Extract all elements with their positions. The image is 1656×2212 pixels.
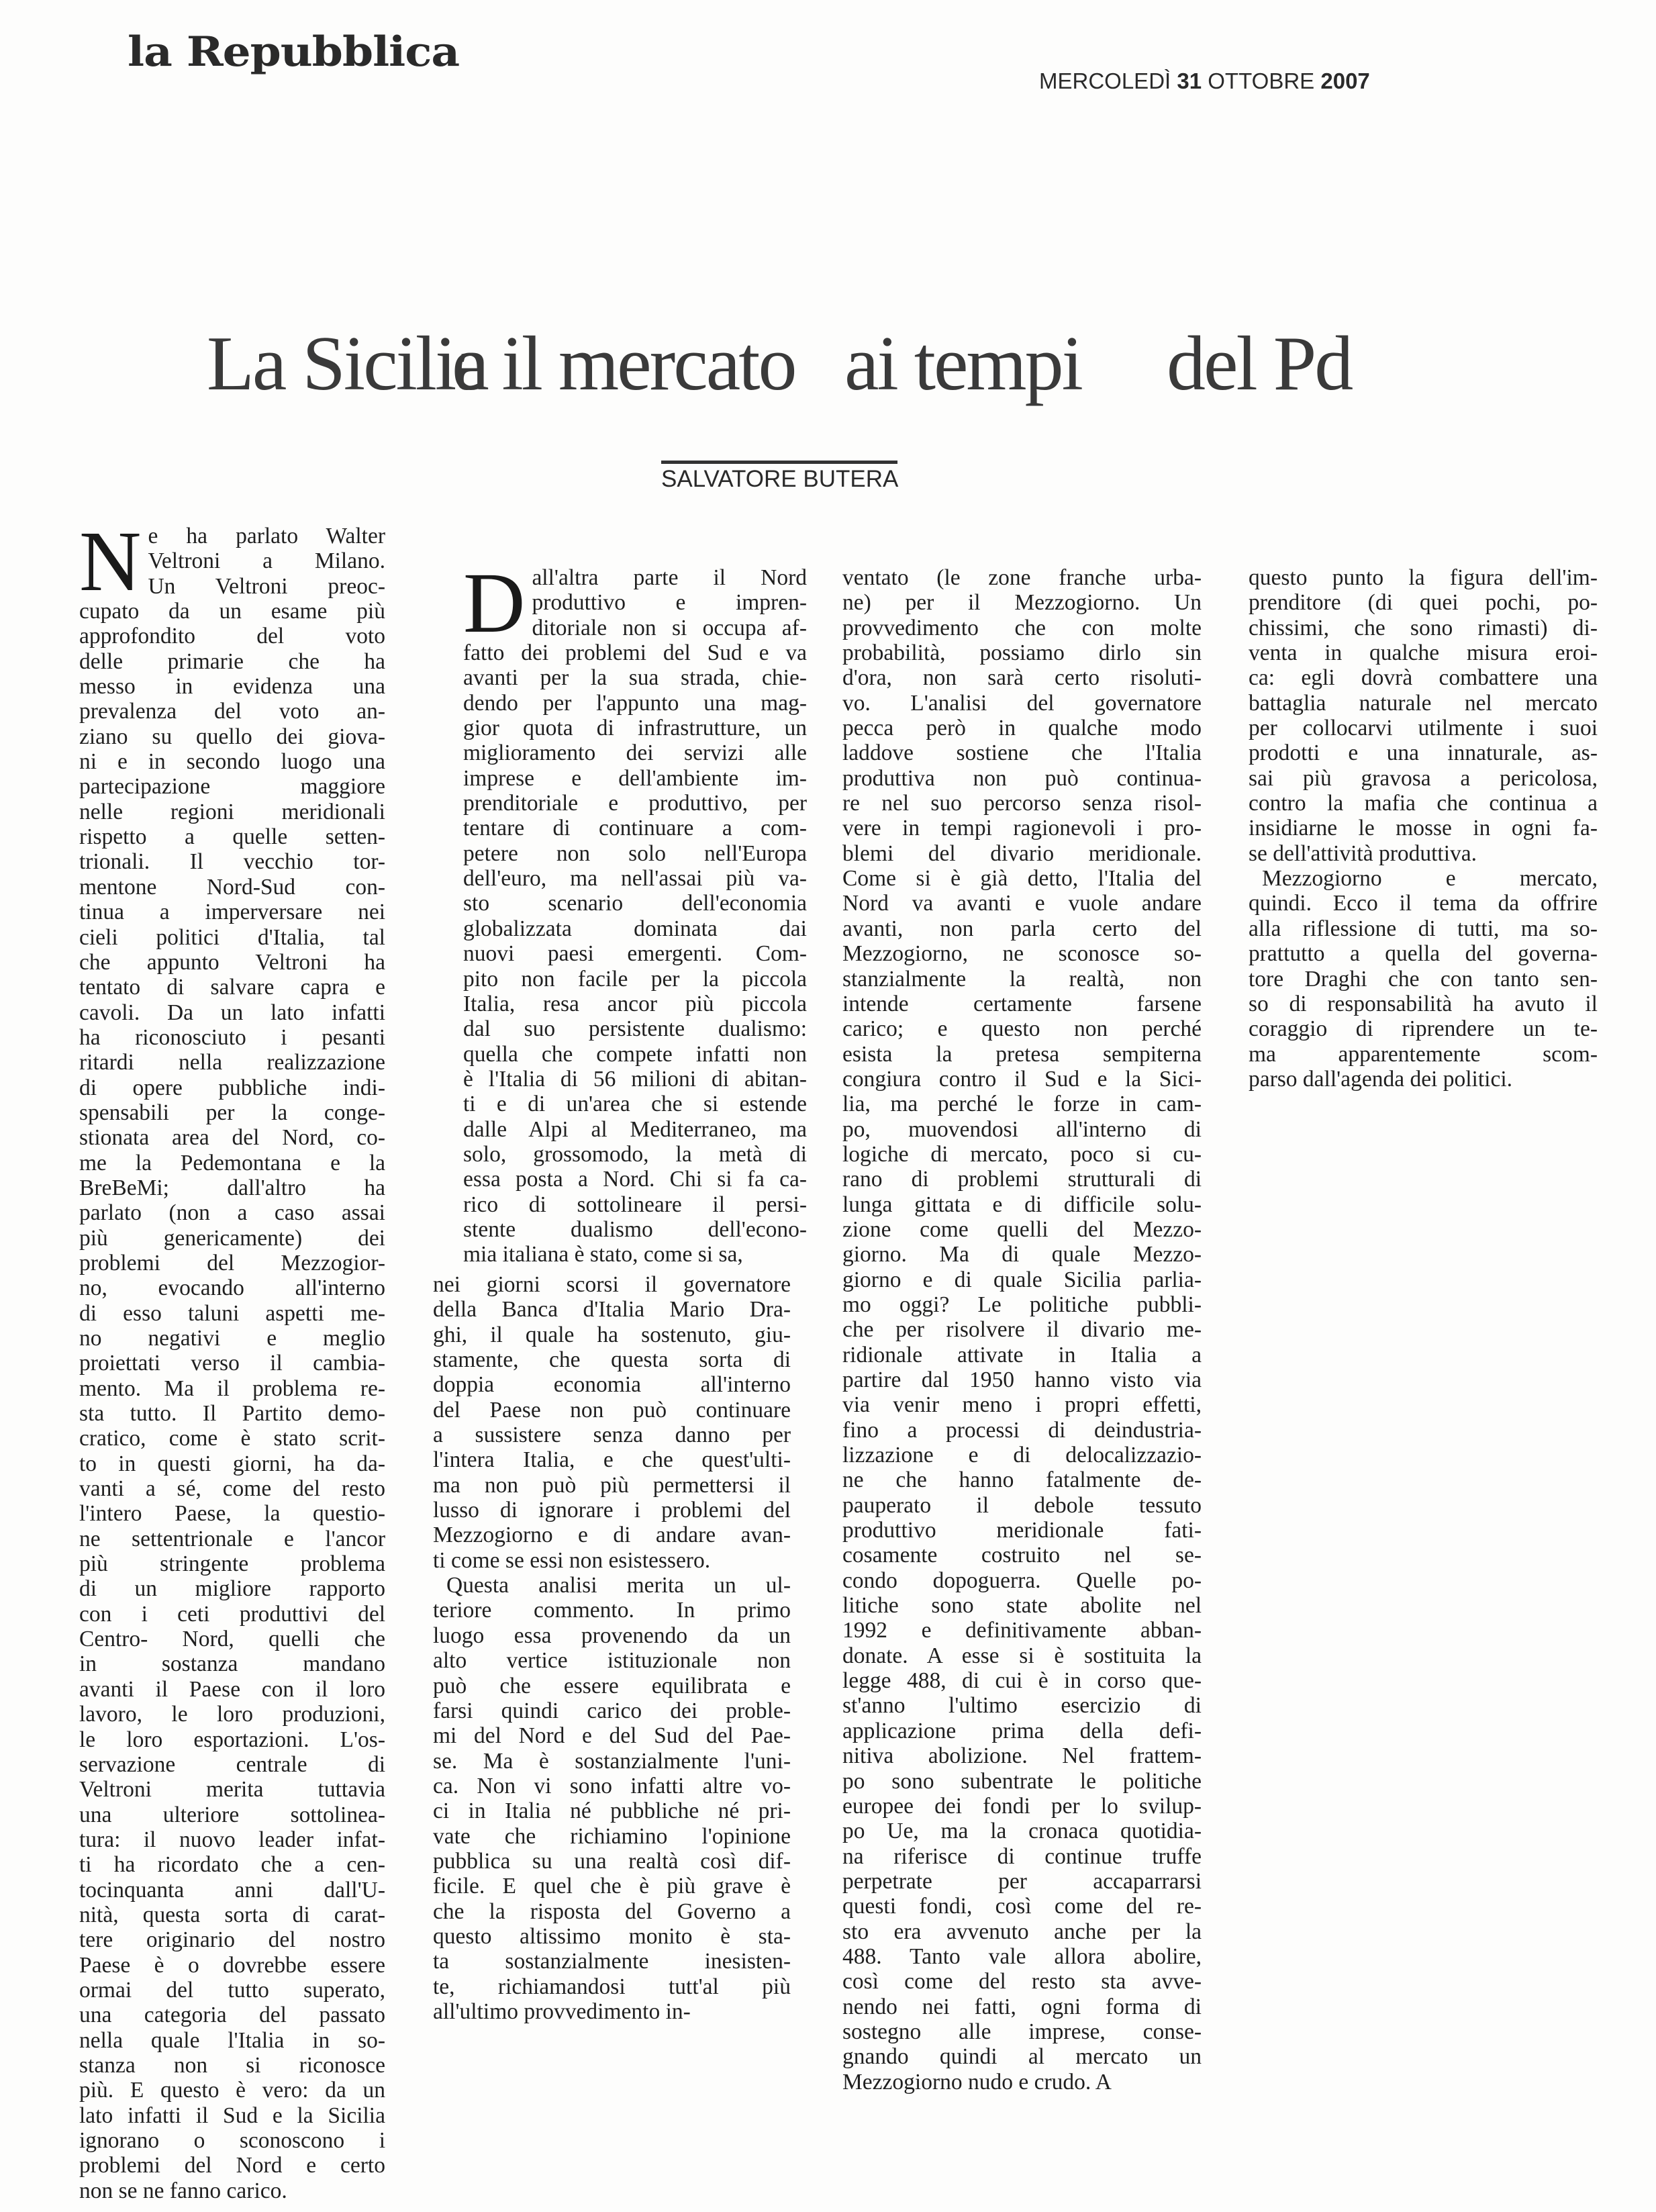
article-line: lavoro, le loro produzioni, (79, 1702, 385, 1727)
article-line: intende certamente farsene (842, 991, 1202, 1016)
article-line: servazione centrale di (79, 1751, 385, 1777)
article-line: mento. Ma il problema re- (79, 1376, 385, 1401)
article-line: stanza non si riconosce (79, 2052, 385, 2078)
article-line: ridionale attivate in Italia a (842, 1342, 1202, 1367)
masthead: la Repubblica (128, 28, 460, 76)
article-line: nuovi paesi emergenti. Com- (463, 941, 807, 967)
article-line: è l'Italia di 56 milioni di abitan- (463, 1066, 807, 1092)
article-line: prenditore (di quei pochi, po- (1249, 590, 1598, 616)
article-line: ficile. E quel che è più grave è (433, 1874, 791, 1899)
article-line: nella quale l'Italia in so- (79, 2027, 385, 2053)
article-line: zione come quelli del Mezzo- (842, 1216, 1202, 1242)
article-line: giorno. Ma di quale Mezzo- (842, 1242, 1202, 1267)
dateline-year: 2007 (1320, 68, 1370, 93)
article-line: tura: il nuovo leader infat- (79, 1827, 385, 1852)
article-line: Mezzogiorno e mercato, (1262, 866, 1598, 892)
article-line: po sono subentrate le politiche (842, 1768, 1202, 1794)
article-line: della Banca d'Italia Mario Dra- (433, 1297, 791, 1323)
article-line: stanzialmente la realtà, non (842, 966, 1202, 992)
article-line: ne settentrionale e l'ancor (79, 1526, 385, 1551)
article-line: sto scenario dell'economia (463, 891, 807, 916)
article-line: più stringente problema (79, 1551, 385, 1577)
dateline-month: OTTOBRE (1208, 68, 1315, 93)
article-line: per collocarvi utilmente i suoi (1249, 716, 1598, 741)
article-line: stente dualismo dell'econo- (463, 1216, 807, 1242)
article-line: 488. Tanto vale allora abolire, (842, 1943, 1202, 1969)
article-line: ditoriale non si occupa af- (532, 615, 807, 640)
article-line: lato infatti il Sud e la Sicilia (79, 2103, 385, 2128)
article-line: sostegno alle imprese, conse- (842, 2019, 1202, 2044)
article-line: proiettati verso il cambia- (79, 1351, 385, 1376)
article-line: doppia economia all'interno (433, 1372, 791, 1398)
article-line: BreBeMi; dall'altro ha (79, 1175, 385, 1200)
article-line: tore Draghi che con tanto sen- (1249, 966, 1598, 992)
article-line: mia italiana è stato, come si sa, (463, 1242, 743, 1267)
article-line: cosamente costruito nel se- (842, 1543, 1202, 1568)
article-line: Un Veltroni preoc- (148, 573, 385, 599)
article-line: delle primarie che ha (79, 648, 385, 674)
article-line: so di responsabilità ha avuto il (1249, 991, 1598, 1016)
article-line: tentare di continuare a com- (463, 816, 807, 841)
article-line: miglioramento dei servizi alle (463, 740, 807, 766)
article-line: partire dal 1950 hanno visto via (842, 1367, 1202, 1392)
article-line: donate. A esse si è sostituita la (842, 1643, 1202, 1668)
article-line: Paese è o dovrebbe essere (79, 1952, 385, 1978)
article-line: ca: egli dovrà combattere una (1249, 665, 1598, 691)
dropcap-n: N (79, 514, 142, 609)
article-line: vanti a sé, come del resto (79, 1476, 385, 1502)
article-line: tinua a imperversare nei (79, 900, 385, 925)
article-line: essa posta a Nord. Chi si fa ca- (463, 1167, 807, 1192)
article-line: coraggio di riprendere un te- (1249, 1016, 1598, 1042)
article-line: farsi quindi carico dei proble- (433, 1698, 791, 1723)
article-line: avanti, non parla certo del (842, 916, 1202, 941)
article-line: può che essere equilibrata e (433, 1673, 791, 1698)
article-line: provvedimento che con molte (842, 615, 1202, 640)
article-line: vate che richiamino l'opinione (433, 1823, 791, 1849)
article-line: lia, ma perché le forze in cam- (842, 1092, 1202, 1117)
article-line: mi del Nord e del Sud del Pae- (433, 1723, 791, 1749)
article-line: a sussistere senza danno per (433, 1423, 791, 1448)
article-line: all'altra parte il Nord (532, 565, 807, 590)
article-line: po, muovendosi all'interno di (842, 1116, 1202, 1142)
article-line: se dell'attività produttiva. (1249, 840, 1477, 866)
article-line: blemi del divario meridionale. (842, 840, 1202, 866)
article-line: sta tutto. Il Partito demo- (79, 1401, 385, 1427)
article-line: più genericamente) dei (79, 1225, 385, 1251)
article-line: ritardi nella realizzazione (79, 1050, 385, 1075)
article-line: produttiva non può continua- (842, 765, 1202, 791)
article-line: lusso di ignorare i problemi del (433, 1498, 791, 1523)
article-line: di opere pubbliche indi- (79, 1075, 385, 1100)
article-line: nendo nei fatti, ogni forma di (842, 1994, 1202, 2019)
article-line: più. E questo è vero: da un (79, 2078, 385, 2103)
article-line: ti come se essi non esistessero. (433, 1547, 711, 1573)
article-line: ni e in secondo luogo una (79, 749, 385, 775)
article-line: così come del resto sta avve- (842, 1969, 1202, 1994)
article-line: europee dei fondi per lo svilup- (842, 1793, 1202, 1819)
article-line: lunga gittata e di difficile solu- (842, 1192, 1202, 1217)
article-line: ma non può più permettersi il (433, 1472, 791, 1498)
article-line: no negativi e meglio (79, 1326, 385, 1351)
article-line: questi fondi, così come del re- (842, 1894, 1202, 1919)
article-line: probabilità, possiamo dirlo sin (842, 640, 1202, 666)
article-line: Veltroni a Milano. (148, 548, 385, 574)
article-line: quella che compete infatti non (463, 1041, 807, 1067)
headline-part-1: La Sicilia (207, 321, 487, 407)
article-line: le loro esportazioni. L'os- (79, 1727, 385, 1752)
article-line: tere originario del nostro (79, 1927, 385, 1953)
article-line: Italia, resa ancor più piccola (463, 991, 807, 1016)
article-line: to in questi giorni, ha da- (79, 1451, 385, 1476)
byline-rule (661, 461, 897, 464)
article-line: lizzazione e di delocalizzazio- (842, 1443, 1202, 1468)
article-line: 1992 e definitivamente abban- (842, 1618, 1202, 1643)
article-line: spensabili per la conge- (79, 1100, 385, 1125)
article-line: stamente, che questa sorta di (433, 1347, 791, 1373)
article-line: congiura contro il Sud e la Sici- (842, 1066, 1202, 1092)
article-line: questo punto la figura dell'im- (1249, 565, 1598, 590)
article-line: pauperato il debole tessuto (842, 1492, 1202, 1518)
article-line: problemi del Nord e certo (79, 2153, 385, 2178)
article-line: l'intera Italia, e che quest'ulti- (433, 1447, 791, 1473)
article-line: battaglia naturale nel mercato (1249, 690, 1598, 716)
article-column-2-top (463, 555, 807, 1267)
article-line: contro la mafia che continua a (1249, 791, 1598, 816)
article-line: nità, questa sorta di carat- (79, 1902, 385, 1927)
article-column-3 (842, 565, 1202, 2095)
article-line: cratico, come è stato scrit- (79, 1426, 385, 1451)
article-line: dalle Alpi al Mediterraneo, ma (463, 1116, 807, 1142)
article-line: rano di problemi strutturali di (842, 1167, 1202, 1192)
article-line: fino a processi di deindustria- (842, 1417, 1202, 1443)
article-line: dendo per l'appunto una mag- (463, 690, 807, 716)
article-line: cupato da un esame più (79, 599, 385, 624)
article-line: del Paese non può continuare (433, 1397, 791, 1423)
article-line: vo. L'analisi del governatore (842, 690, 1202, 716)
article-line: po Ue, ma la cronaca quotidia- (842, 1819, 1202, 1844)
article-line: prattutto a quella del governa- (1249, 941, 1598, 967)
article-line: cieli politici d'Italia, tal (79, 924, 385, 950)
article-line: ma apparentemente scom- (1249, 1041, 1598, 1067)
article-line: chissimi, che sono rimasti) di- (1249, 615, 1598, 640)
article-line: teriore commento. In primo (433, 1598, 791, 1623)
article-line: se. Ma è sostanzialmente l'uni- (433, 1748, 791, 1774)
article-line: di un migliore rapporto (79, 1576, 385, 1602)
article-line: ziano su quello dei giova- (79, 724, 385, 749)
article-line: sto era avvenuto anche per la (842, 1919, 1202, 1944)
article-line: via venir meno i propri effetti, (842, 1392, 1202, 1418)
article-line: litiche sono state abolite nel (842, 1593, 1202, 1619)
article-line: questo altissimo monito è sta- (433, 1923, 791, 1949)
article-line: messo in evidenza una (79, 674, 385, 700)
article-line: cavoli. Da un lato infatti (79, 1000, 385, 1025)
article-line: perpetrate per accaparrarsi (842, 1868, 1202, 1894)
article-line: gior quota di infrastrutture, un (463, 716, 807, 741)
headline-part-4: del Pd (1167, 321, 1352, 407)
article-line: non se ne fanno carico. (79, 2178, 287, 2203)
article-line: me la Pedemontana e la (79, 1150, 385, 1175)
article-column-4 (1249, 565, 1598, 1092)
article-line: Mezzogiorno e di andare avan- (433, 1523, 791, 1548)
dropcap-d: D (463, 555, 526, 651)
article-line: ha riconosciuto i pesanti (79, 1024, 385, 1050)
article-line: ormai del tutto superato, (79, 1977, 385, 2003)
article-line: parso dall'agenda dei politici. (1249, 1066, 1513, 1092)
article-line: legge 488, di cui è in corso que- (842, 1668, 1202, 1694)
article-line: che la risposta del Governo a (433, 1898, 791, 1924)
article-line: con i ceti produttivi del (79, 1601, 385, 1627)
article-line: condo dopoguerra. Quelle po- (842, 1568, 1202, 1593)
article-line: venta in qualche misura eroi- (1249, 640, 1598, 666)
article-line: sai più gravosa a pericolosa, (1249, 765, 1598, 791)
article-line: fatto dei problemi del Sud e va (463, 640, 807, 666)
article-line: ne che hanno fatalmente de- (842, 1468, 1202, 1493)
article-line: nitiva abolizione. Nel frattem- (842, 1743, 1202, 1769)
article-line: ci in Italia né pubbliche né pri- (433, 1798, 791, 1824)
article-line: una categoria del passato (79, 2003, 385, 2028)
article-line: st'anno l'ultimo esercizio di (842, 1693, 1202, 1719)
article-line: Come si è già detto, l'Italia del (842, 866, 1202, 892)
article-line: ca. Non vi sono infatti altre vo- (433, 1773, 791, 1798)
article-line: nei giorni scorsi il governatore (433, 1272, 791, 1297)
article-line: tentato di salvare capra e (79, 975, 385, 1000)
article-line: Nord va avanti e vuole andare (842, 891, 1202, 916)
article-line: stionata area del Nord, co- (79, 1125, 385, 1151)
article-line: carico; e questo non perché (842, 1016, 1202, 1042)
article-line: problemi del Mezzogior- (79, 1250, 385, 1276)
article-line: partecipazione maggiore (79, 774, 385, 800)
article-line: prenditoriale e produttivo, per (463, 791, 807, 816)
article-line: rico di sottolineare il persi- (463, 1192, 807, 1217)
article-line: Questa analisi merita un ul- (446, 1573, 791, 1598)
article-line: rispetto a quelle setten- (79, 824, 385, 850)
article-line: ventato (le zone franche urba- (842, 565, 1202, 590)
byline: SALVATORE BUTERA (661, 466, 899, 492)
article-line: che per risolvere il divario me- (842, 1317, 1202, 1343)
headline (207, 320, 1352, 407)
article-line: nelle regioni meridionali (79, 799, 385, 824)
article-line: e ha parlato Walter (148, 524, 385, 548)
article-line: giorno e di quale Sicilia parlia- (842, 1267, 1202, 1292)
article-line: avanti per la sua strada, chie- (463, 665, 807, 691)
article-column-1 (79, 514, 385, 2203)
article-line: petere non solo nell'Europa (463, 840, 807, 866)
article-line: quindi. Ecco il tema da offrire (1249, 891, 1598, 916)
article-line: alto vertice istituzionale non (433, 1648, 791, 1674)
article-line: mo oggi? Le politiche pubbli- (842, 1292, 1202, 1317)
article-line: Centro- Nord, quelli che (79, 1627, 385, 1652)
article-line: ta sostanzialmente inesisten- (433, 1949, 791, 1974)
article-line: pubblica su una realtà così dif- (433, 1848, 791, 1874)
article-line: re nel suo percorso senza risol- (842, 791, 1202, 816)
article-line: imprese e dell'ambiente im- (463, 765, 807, 791)
article-line: insidiarne le mosse in ogni fa- (1249, 816, 1598, 841)
article-line: Veltroni merita tuttavia (79, 1777, 385, 1802)
headline-part-2: e il mercato (452, 321, 795, 407)
article-line: mentone Nord-Sud con- (79, 874, 385, 900)
article-line: ghi, il quale ha sostenuto, giu- (433, 1322, 791, 1347)
article-line: produttivo meridionale fati- (842, 1518, 1202, 1543)
article-line: applicazione prima della defi- (842, 1718, 1202, 1743)
dateline-weekday: MERCOLEDÌ (1039, 68, 1171, 93)
article-line: produttivo e impren- (532, 590, 807, 616)
article-line: in sostanza mandano (79, 1651, 385, 1677)
article-line: Mezzogiorno, ne sconosce so- (842, 941, 1202, 967)
article-line: logiche di mercato, poco si cu- (842, 1141, 1202, 1167)
article-line: ti ha ricordato che a cen- (79, 1852, 385, 1878)
article-line: che appunto Veltroni ha (79, 949, 385, 975)
article-line: ignorano o sconoscono i (79, 2128, 385, 2153)
article-line: na riferisce di continue truffe (842, 1843, 1202, 1869)
article-line: d'ora, non sarà certo risoluti- (842, 665, 1202, 691)
article-line: vere in tempi ragionevoli i pro- (842, 816, 1202, 841)
article-line: solo, grossomodo, la metà di (463, 1141, 807, 1167)
dateline-day: 31 (1177, 68, 1202, 93)
article-line: ne) per il Mezzogiorno. Un (842, 590, 1202, 616)
article-line: avanti il Paese con il loro (79, 1676, 385, 1702)
article-line: una ulteriore sottolinea- (79, 1802, 385, 1827)
dateline (1039, 68, 1370, 94)
article-line: ti e di un'area che si estende (463, 1092, 807, 1117)
article-line: globalizzata dominata dai (463, 916, 807, 941)
article-line: approfondito del voto (79, 624, 385, 649)
article-line: dell'euro, ma nell'assai più va- (463, 866, 807, 892)
article-line: pecca però in qualche modo (842, 716, 1202, 741)
headline-part-3: ai tempi (844, 321, 1081, 407)
article-line: l'intero Paese, la questio- (79, 1501, 385, 1527)
article-line: dal suo persistente dualismo: (463, 1016, 807, 1042)
article-line: di esso taluni aspetti me- (79, 1300, 385, 1326)
article-line: alla riflessione di tutti, ma so- (1249, 916, 1598, 941)
article-line: laddove sostiene che l'Italia (842, 740, 1202, 766)
article-line: esista la pretesa sempiterna (842, 1041, 1202, 1067)
article-line: no, evocando all'interno (79, 1276, 385, 1301)
article-line: luogo essa provenendo da un (433, 1623, 791, 1648)
article-line: parlato (non a caso assai (79, 1200, 385, 1226)
article-line: gnando quindi al mercato un (842, 2044, 1202, 2070)
article-line: tocinquanta anni dall'U- (79, 1877, 385, 1903)
article-line: Mezzogiorno nudo e crudo. A (842, 2069, 1112, 2095)
article-line: all'ultimo provvedimento in- (433, 1999, 691, 2024)
article-line: prevalenza del voto an- (79, 699, 385, 724)
article-line: pito non facile per la piccola (463, 966, 807, 992)
article-line: prodotti e una innaturale, as- (1249, 740, 1598, 766)
article-column-2-bottom (433, 1272, 791, 2024)
article-line: te, richiamandosi tutt'al più (433, 1974, 791, 1999)
article-line: trionali. Il vecchio tor- (79, 849, 385, 875)
